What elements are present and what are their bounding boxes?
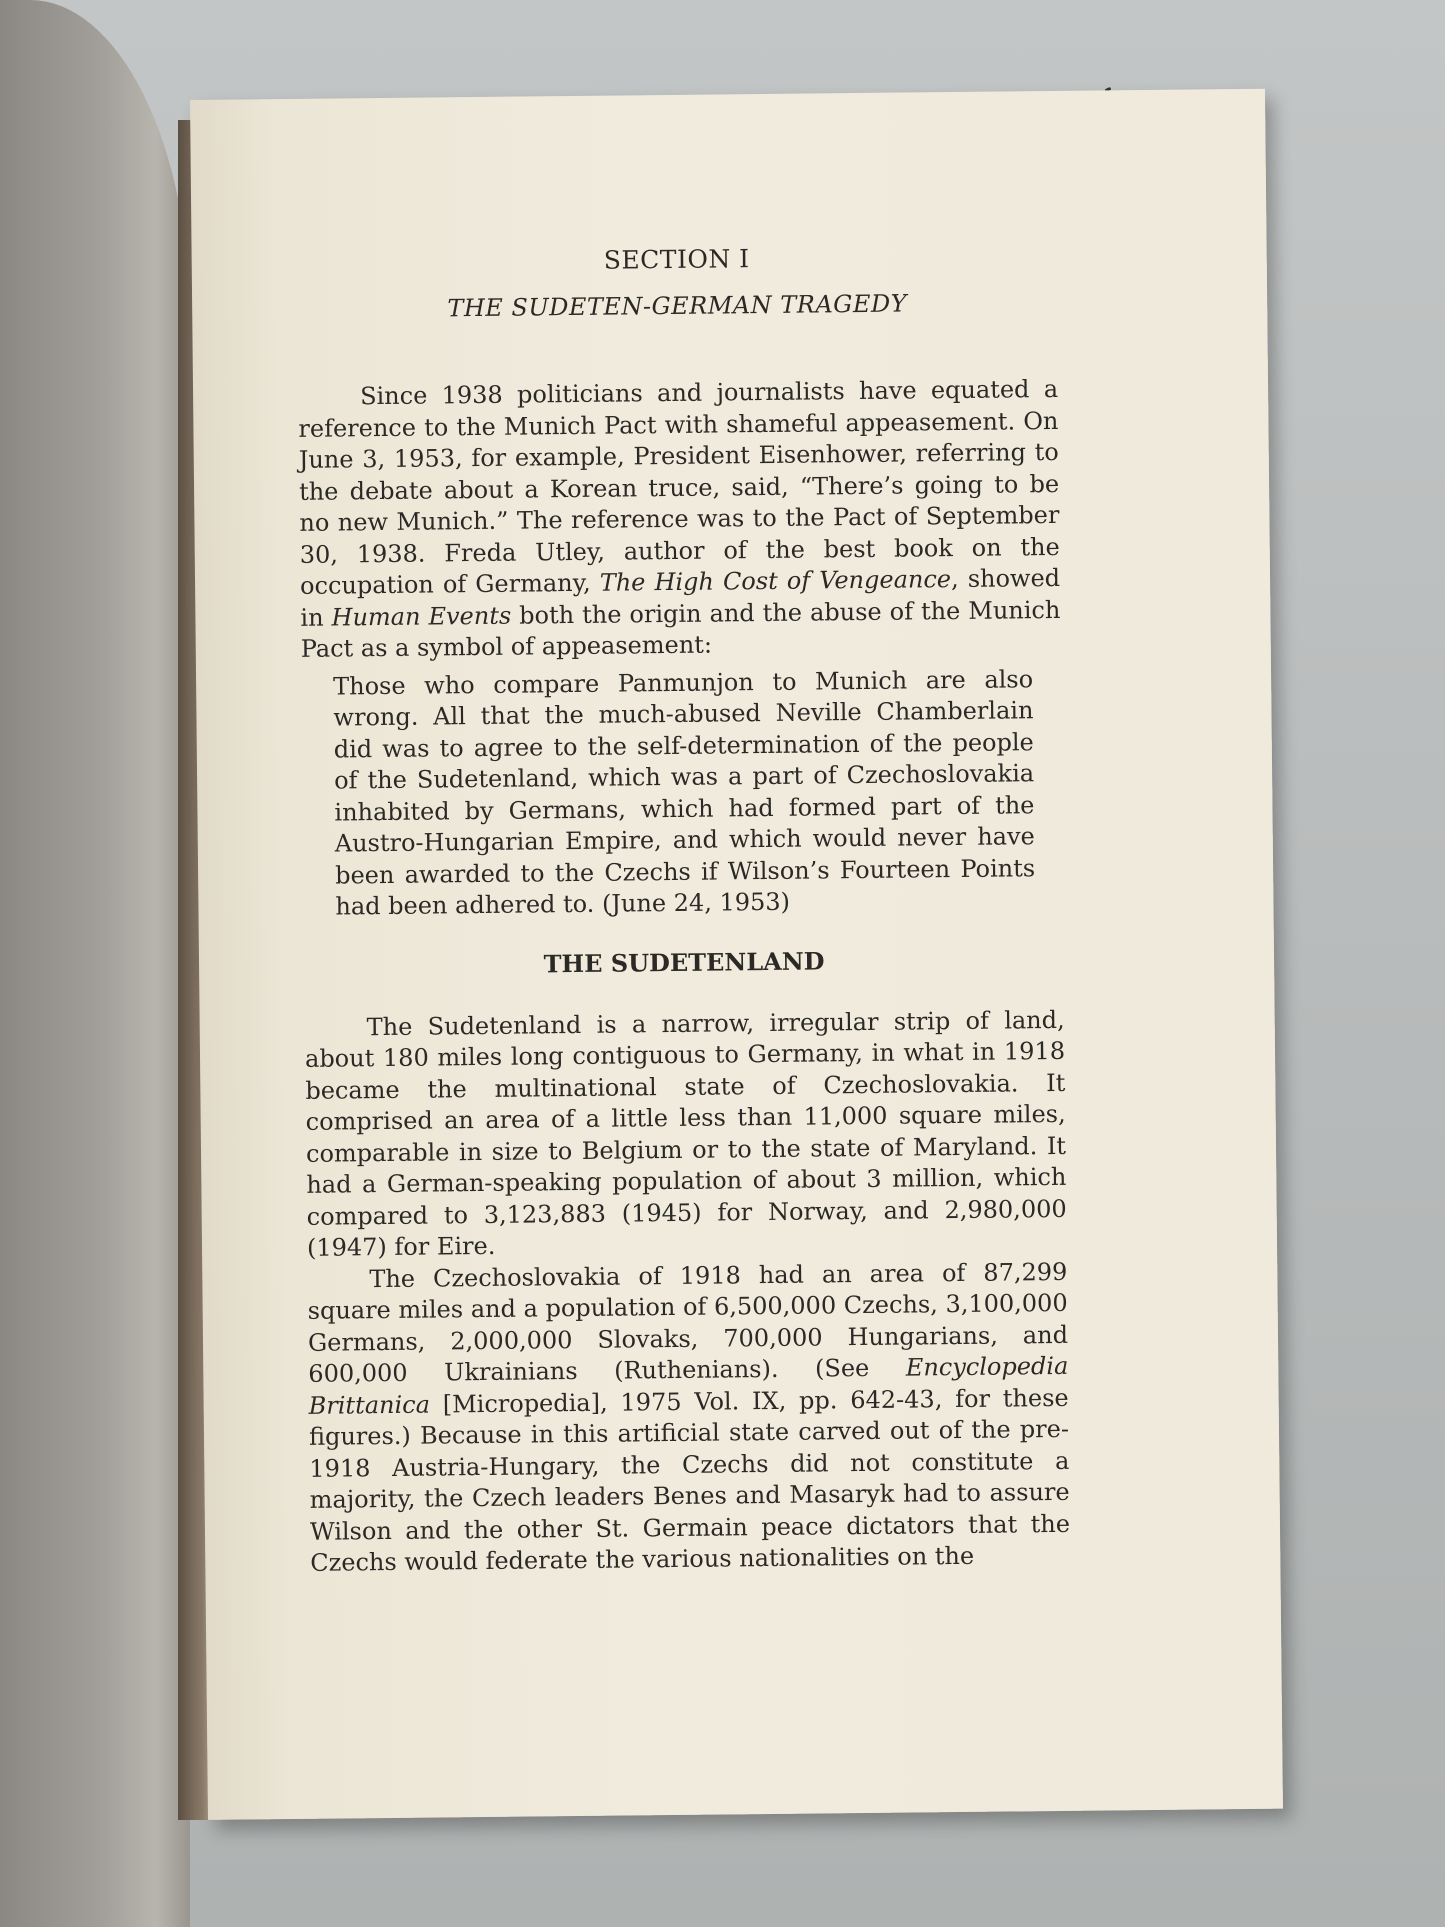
czech-text-2: [Micropedia], 1975 Vol. IX, pp. 642-43, for these figures.) Because in this artificial state carved out of the pre-1918 Austria-Hungary, the Czechs did not constitute a majority, the Czech leaders Benes and Masaryk had to assure Wilson and the other St. Germain peace dictators that the Czechs would federate the various nationalities on the: [308, 1383, 1071, 1577]
intro-paragraph: [298, 374, 1061, 665]
journal-title: Human Events: [331, 601, 512, 632]
left-page-curl: [0, 0, 190, 1927]
intro-text-2: , showed in: [300, 563, 1061, 632]
book-title: The High Cost of Vengeance: [599, 565, 952, 597]
page-content: [297, 241, 1071, 1579]
block-quote: Those who compare Panmunjon to Munich are also wrong. All that the much-abused Neville Chamberlain did was to agree to the self-determination of the people of the Sudetenland, which was a part of Czechoslovakia inhabited by Germans, which had formed part of the Austro-Hungarian Empire, and which would never have been awarded to the Czechs if Wilson’s Fourteen Points had been adhered to. (June 24, 1953): [332, 664, 1036, 921]
intro-text-1: Since 1938 politicians and journalists have equated a reference to the Munich Pact with shameful appeasement. On June 3, 1953, for example, President Eisenhower, referring to the debate about a Korean truce, said, “There’s going to be no new Munich.” The reference was to the Pact of September 30, 1938. Freda Utley, author of the best book on the occupation of Germany,: [298, 374, 1060, 600]
chapter-title: THE SUDETEN-GERMAN TRAGEDY: [447, 289, 908, 323]
subheading: THE SUDETENLAND: [543, 945, 825, 978]
book-page: [190, 89, 1283, 1820]
czech-text-1: The Czechoslovakia of 1918 had an area of 87,299 square miles and a population of 6,500,000 Czechs, 3,100,000 Germans, 2,000,000 Slovaks, 700,000 Hungarians, and 600,000 Ukrainians (Ruthenians). (See: [307, 1257, 1069, 1388]
encyclopedia-title: Encyclopedia Brittanica: [308, 1351, 1069, 1420]
intro-text-3: both the origin and the abuse of the Munich Pact as a symbol of appeasement:: [300, 595, 1061, 663]
sudetenland-paragraph: The Sudetenland is a narrow, irregular strip of land, about 180 miles long contiguous to Germany, in what in 1918 became the multinational state of Czechoslovakia. It comprised an area of a little less than 11,000 square miles, comparable in size to Belgium or to the state of Maryland. It had a German-speaking population of about 3 million, which compared to 3,123,883 (1945) for Norway, and 2,980,000 (1947) for Eire.: [304, 1005, 1067, 1262]
section-label: SECTION I: [603, 244, 750, 275]
czechoslovakia-paragraph: [307, 1256, 1070, 1579]
